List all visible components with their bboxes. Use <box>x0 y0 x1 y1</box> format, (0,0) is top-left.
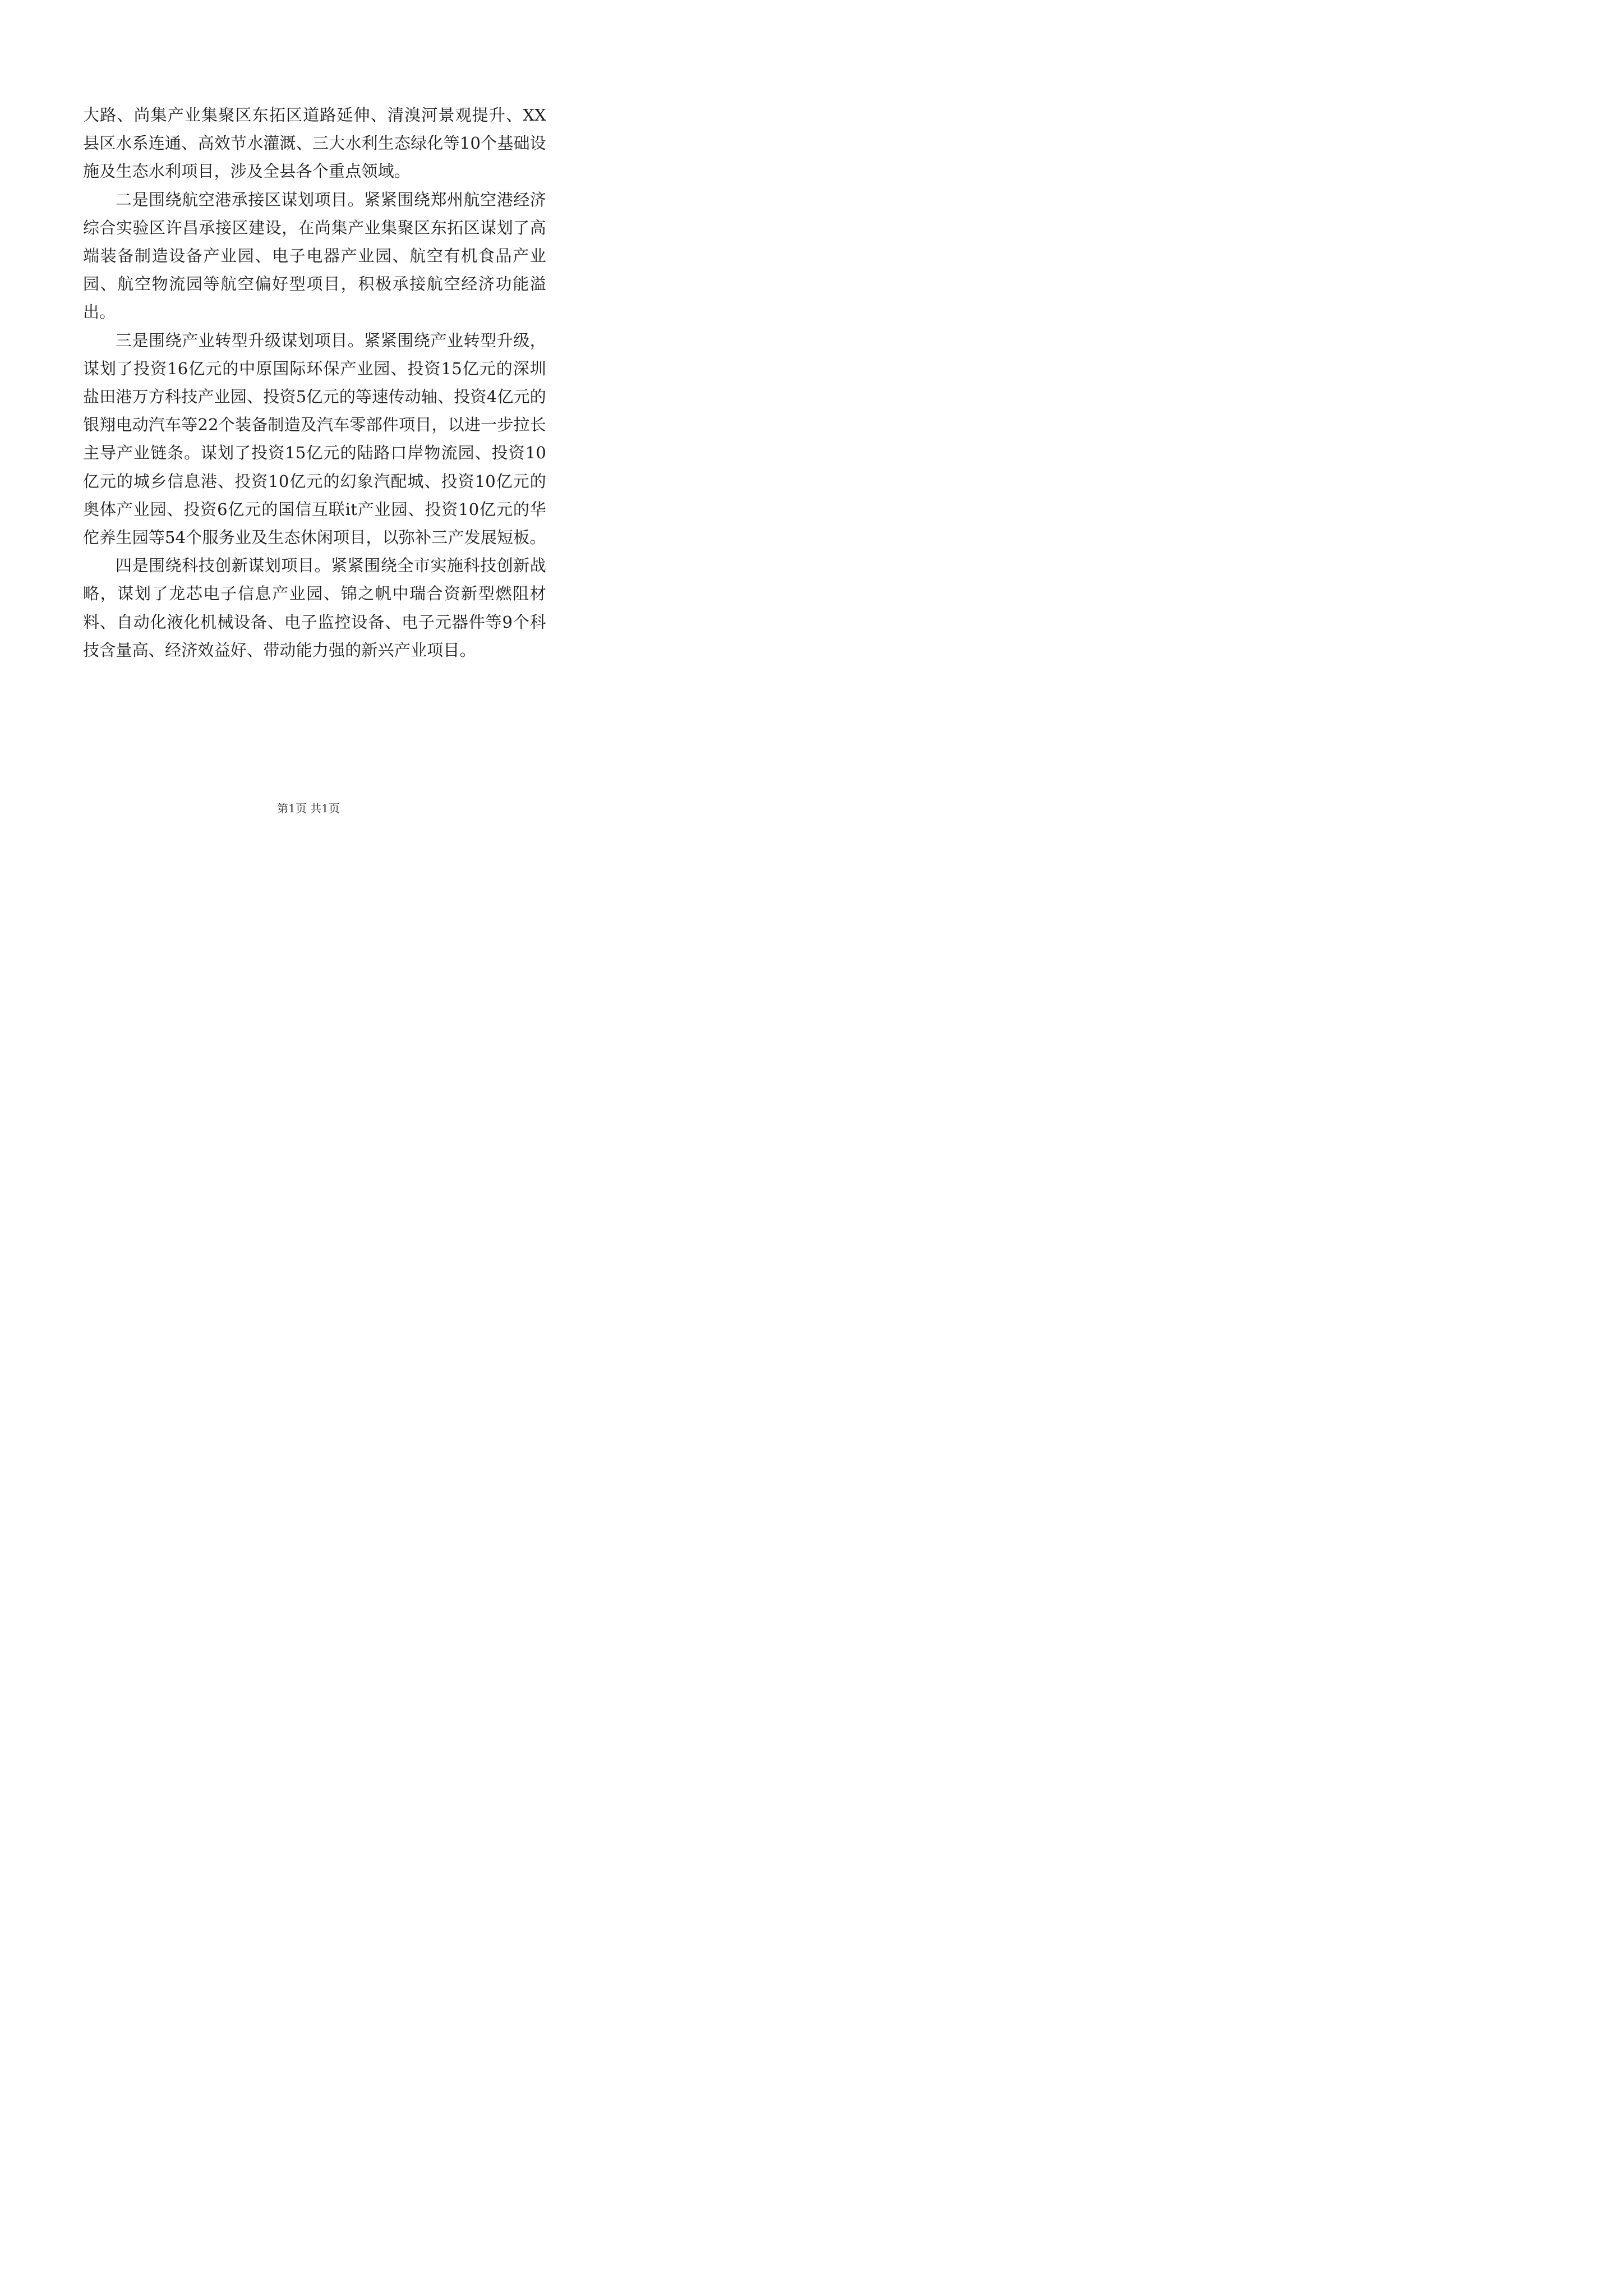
paragraph-3: 三是围绕产业转型升级谋划项目。紧紧围绕产业转型升级，谋划了投资16亿元的中原国际环保产业园、投资15亿元的深圳盐田港万方科技产业园、投资5亿元的等速传动轴、投资4亿元的银翔电动汽车等22个装备制造及汽车零部件项目，以进一步拉长主导产业链条。谋划了投资15亿元的陆路口岸物流园、投资10亿元的城乡信息港、投资10亿元的幻象汽配城、投资10亿元的奥体产业园、投资6亿元的国信互联it产业园、投资10亿元的华佗养生园等54个服务业及生态休闲项目，以弥补三产发展短板。 <box>83 330 546 547</box>
paragraph-2: 二是围绕航空港承接区谋划项目。紧紧围绕郑州航空港经济综合实验区许昌承接区建设，在尚集产业集聚区东拓区谋划了高端装备制造设备产业园、电子电器产业园、航空有机食品产业园、航空物流园等航空偏好型项目，积极承接航空经济功能溢出。 <box>83 190 546 322</box>
document-page <box>0 0 617 873</box>
page-number-footer: 第1页 共1页 <box>277 802 340 815</box>
paragraph-4: 四是围绕科技创新谋划项目。紧紧围绕全市实施科技创新战略，谋划了龙芯电子信息产业园、锦之帆中瑞合资新型燃阻材料、自动化液化机械设备、电子监控设备、电子元器件等9个科技含量高、经济效益好、带动能力强的新兴产业项目。 <box>83 556 546 660</box>
paragraph-1: 大路、尚集产业集聚区东拓区道路延伸、清溴河景观提升、XX县区水系连通、高效节水灌溉、三大水利生态绿化等10个基础设施及生态水利项目，涉及全县各个重点领域。 <box>83 105 546 181</box>
document-body <box>83 101 546 664</box>
